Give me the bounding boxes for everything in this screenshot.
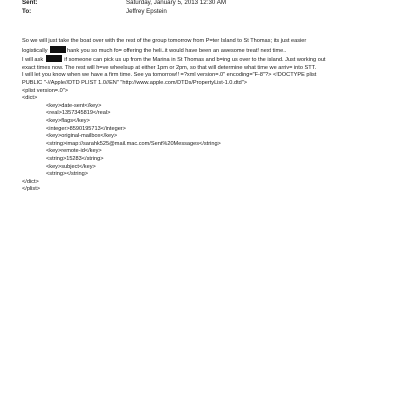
message-line (22, 46, 384, 56)
xml-line: <key>flags</key> (46, 117, 90, 124)
to-value: Jeffrey Epstein (126, 8, 167, 15)
xml-line: <key>remote-id</key> (46, 148, 102, 155)
to-label: To: (22, 8, 32, 15)
message-text: logistically (22, 47, 50, 54)
email-body (22, 38, 384, 194)
xml-line: <key>date-sent</key> (46, 102, 102, 109)
plist-xml-block (22, 88, 384, 194)
xml-line: <string></string> (46, 171, 88, 178)
sent-label: Sent: (22, 0, 38, 6)
to-row (22, 7, 382, 16)
xml-line: </dict> (22, 178, 39, 185)
message-line (22, 55, 384, 65)
redaction-block (46, 55, 62, 62)
xml-line: <string>15283</string> (46, 155, 104, 162)
xml-line: <string>imap://sarahk525@mail.mac.com/Sent%20Messages</string> (46, 140, 221, 147)
xml-line: <dict> (22, 95, 38, 102)
message-line: exact times now. The rest will h=ve wheelsup at either 1pm or 2pm, so that will determine what time we arriv= into STT. (22, 64, 317, 71)
xml-line: <integer>8590195713</integer> (46, 125, 126, 132)
message-line: So we will just take the boat over with the rest of the group tomorrow from P=ter Island to St Thomas; its just easier (22, 38, 307, 44)
redaction-block (50, 46, 66, 53)
sent-row (22, 0, 382, 7)
message-text: hank you so much fo= offering the heli..it would have been an awesome treat! next time.. (67, 47, 287, 54)
email-header (22, 0, 382, 16)
message-line: PUBLIC "-//Apple//DTD PLIST 1.0//EN" "http://www.apple.com/DTDs/PropertyList-1.0.dtd"> (22, 79, 247, 86)
xml-line: <key>original-mailbox</key> (46, 133, 118, 140)
message-text: I will ask (22, 57, 45, 64)
sent-value: Saturday, January 5, 2013 12:30 AM (126, 0, 226, 6)
xml-line: <key>subject</key> (46, 163, 96, 170)
xml-line: <real>1357345819</real> (46, 110, 111, 117)
xml-line: </plist> (22, 186, 41, 193)
xml-line: <plist version=.0"> (22, 87, 68, 94)
message-text: if someone can pick us up from the Marina in St Thomas and b=ing us over to the island. Just working out (62, 57, 326, 64)
message-line: I will let you know when we have a firm time. See ya tomorrow!! =?xml version=.0" encoding="F-8"?> <!DOCTYPE plist (22, 72, 317, 79)
